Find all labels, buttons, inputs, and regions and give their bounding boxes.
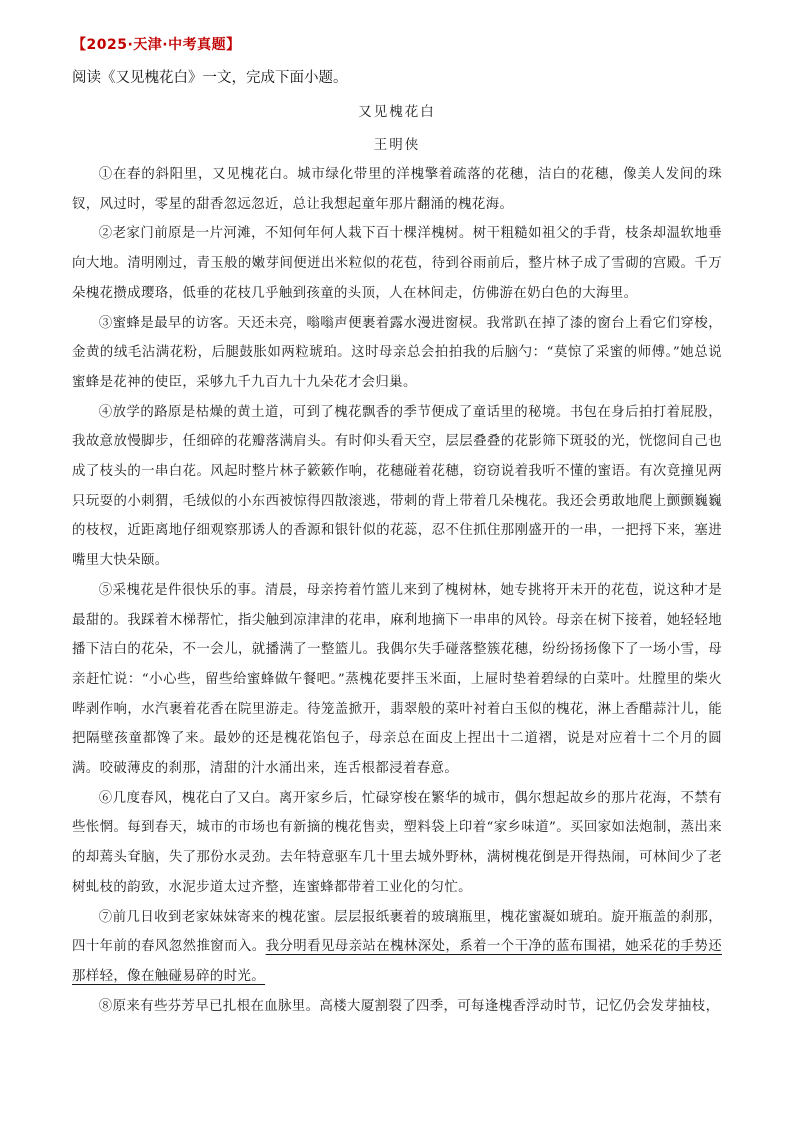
paragraph-5: ⑤采槐花是件很快乐的事。清晨，母亲挎着竹篮儿来到了槐树林，她专挑将开未开的花苞，说这种才是最甜的。我踩着木梯帮忙，指尖触到凉津津的花串，麻利地摘下一串串的风铃。母亲在树下接着，她轻轻地播下洁白的花朵，不一会儿，就播满了一整篮儿。我偶尔失手碰落整簇花穗，纷纷扬扬像下了一场小雪，母亲赶忙说：“小心些，留些给蜜蜂做午餐吧。”蒸槐花要拌玉米面，上屉时垫着碧绿的白菜叶。灶膛里的柴火哔剥作响，水汽裹着花香在院里游走。待笼盖掀开，翡翠般的菜叶衬着白玉似的槐花，淋上香醋蒜汁儿，能把隔壁孩童都馋了来。最妙的还是槐花馅包子，母亲总在面皮上捏出十二道褶，说是对应着十二个月的圆满。咬破薄皮的刹那，清甜的汁水涌出来，连舌根都浸着春意。: [72, 582, 722, 777]
exam-source-tag: 【2025·天津·中考真题】: [72, 37, 241, 53]
paragraph-7: [72, 903, 722, 992]
paragraph-8: ⑧原来有些芬芳早已扎根在血脉里。高楼大厦割裂了四季，可每逢槐香浮动时节，记忆仍会发芽抽枝，: [98, 998, 720, 1014]
paragraph-2: ②老家门前原是一片河滩，不知何年何人栽下百十棵洋槐树。树干粗糙如祖父的手背，枝条却温软地垂向大地。清明刚过，青玉般的嫩芽间便迸出米粒似的花苞，待到谷雨前后，整片林子成了雪砌的宫殿。千万朵槐花攒成璎珞，低垂的花枝几乎触到孩童的头顶，人在林间走，仿佛游在奶白色的大海里。: [72, 226, 722, 301]
article-body: [72, 160, 722, 1021]
paragraph-6: ⑥几度春风，槐花白了又白。离开家乡后，忙碌穿梭在繁华的城市，偶尔想起故乡的那片花海，不禁有些怅惘。每到春天，城市的市场也有新摘的槐花售卖，塑料袋上印着“家乡味道”。买回家如法炮制，蒸出来的却蔫头耷脑，失了那份水灵劲。去年特意驱车几十里去城外野林，满树槐花倒是开得热闹，可林间少了老树虬枝的韵致，水泥步道太过齐整，连蜜蜂都带着工业化的匀忙。: [72, 790, 722, 895]
paragraph-1: ①在春的斜阳里，又见槐花白。城市绿化带里的洋槐擎着疏落的花穗，洁白的花穗，像美人发间的珠钗，风过时，零星的甜香忽远忽近，总让我想起童年那片翻涌的槐花海。: [72, 167, 722, 212]
underlined-sentence: 我分明看见母亲站在槐林深处，系着一个干净的蓝布围裙，她采花的手势还那样轻，像在触碰易碎的时光。: [72, 939, 722, 984]
reading-instruction: 阅读《又见槐花白》一文，完成下面小题。: [72, 70, 348, 86]
paragraph-3: ③蜜蜂是最早的访客。天还未亮，嗡嗡声便裹着露水漫进窗棂。我常趴在掉了漆的窗台上看它们穿梭，金黄的绒毛沾满花粉，后腿鼓胀如两粒琥珀。这时母亲总会拍拍我的后脑勺：“莫惊了采蜜的师傅。”她总说蜜蜂是花神的使臣，采够九千九百九十九朵花才会归巢。: [72, 315, 722, 390]
paragraph-4: ④放学的路原是枯燥的黄土道，可到了槐花飘香的季节便成了童话里的秘境。书包在身后拍打着屁股，我故意放慢脚步，任细碎的花瓣落满肩头。有时仰头看天空，层层叠叠的花影筛下斑驳的光，恍惚间自己也成了枝头的一串白花。风起时整片林子簌簌作响，花穗碰着花穗，窃窃说着我听不懂的蜜语。有次竟撞见两只玩耍的小刺猬，毛绒似的小东西被惊得四散滚逃，带刺的背上带着几朵槐花。我还会勇敢地爬上颤颤巍巍的枝杈，近距离地仔细观察那诱人的香源和银针似的花蕊，忍不住抓住那刚盛开的一串，一把捋下来，塞进嘴里大快朵颐。: [72, 404, 722, 569]
paragraph-7-text: ⑦前几日收到老家妹妹寄来的槐花蜜。层层报纸裹着的玻璃瓶里，槐花蜜凝如琥珀。旋开瓶盖的刹那，四十年前的春风忽然推窗而入。: [72, 909, 722, 955]
article-author: 王明侠: [373, 137, 421, 153]
article-title: 又见槐花白: [358, 104, 436, 120]
